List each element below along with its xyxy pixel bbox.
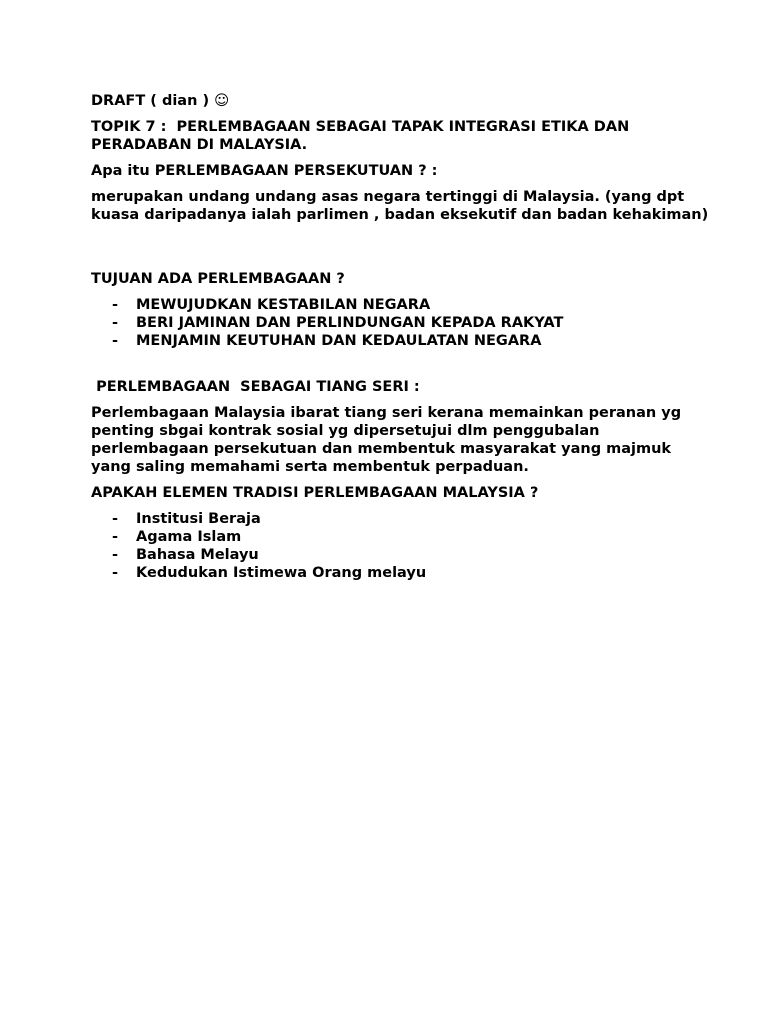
list-item (91, 296, 711, 314)
list-item (91, 564, 711, 582)
bullet-dash: - (112, 333, 119, 349)
list-item-text: Agama Islam (136, 529, 242, 545)
bullet-dash: - (112, 297, 119, 313)
list-item-text: Bahasa Melayu (136, 547, 259, 563)
list-item-text: BERI JAMINAN DAN PERLINDUNGAN KEPADA RAKYAT (136, 315, 564, 331)
tujuan-list (91, 296, 711, 350)
topic-title: TOPIK 7 : PERLEMBAGAAN SEBAGAI TAPAK INTEGRASI ETIKA DAN PERADABAN DI MALAYSIA. (91, 119, 635, 153)
list-item-text: Kedudukan Istimewa Orang melayu (136, 565, 427, 581)
elemen-list (91, 510, 711, 582)
heading-tiang-seri: PERLEMBAGAAN SEBAGAI TIANG SERI : (91, 379, 420, 395)
bullet-dash: - (112, 547, 119, 563)
list-item (91, 510, 711, 528)
document-page (91, 92, 711, 590)
heading-elemen: APAKAH ELEMEN TRADISI PERLEMBAGAAN MALAYSIA ? (91, 485, 539, 501)
heading-tujuan: TUJUAN ADA PERLEMBAGAAN ? (91, 271, 345, 287)
list-item (91, 528, 711, 546)
list-item (91, 314, 711, 332)
answer-perlembagaan: merupakan undang undang asas negara tertinggi di Malaysia. (yang dpt kuasa daripadanya ialah parlimen , badan eksekutif dan badan kehakiman) (91, 189, 709, 223)
list-item (91, 546, 711, 564)
bullet-dash: - (112, 565, 119, 581)
list-item-text: MENJAMIN KEUTUHAN DAN KEDAULATAN NEGARA (136, 333, 542, 349)
question-perlembagaan: Apa itu PERLEMBAGAAN PERSEKUTUAN ? : (91, 163, 438, 179)
bullet-dash: - (112, 511, 119, 527)
bullet-dash: - (112, 529, 119, 545)
list-item (91, 332, 711, 350)
draft-line: DRAFT ( dian ) ☺ (91, 93, 230, 109)
list-item-text: Institusi Beraja (136, 511, 261, 527)
bullet-dash: - (112, 315, 119, 331)
list-item-text: MEWUJUDKAN KESTABILAN NEGARA (136, 297, 431, 313)
tiang-seri-text: Perlembagaan Malaysia ibarat tiang seri kerana memainkan peranan yg penting sbgai kontrak sosial yg dipersetujui dlm penggubalan perlembagaan persekutuan dan membentuk masyarakat yang majmuk yang saling memahami serta membentuk perpaduan. (91, 405, 687, 475)
